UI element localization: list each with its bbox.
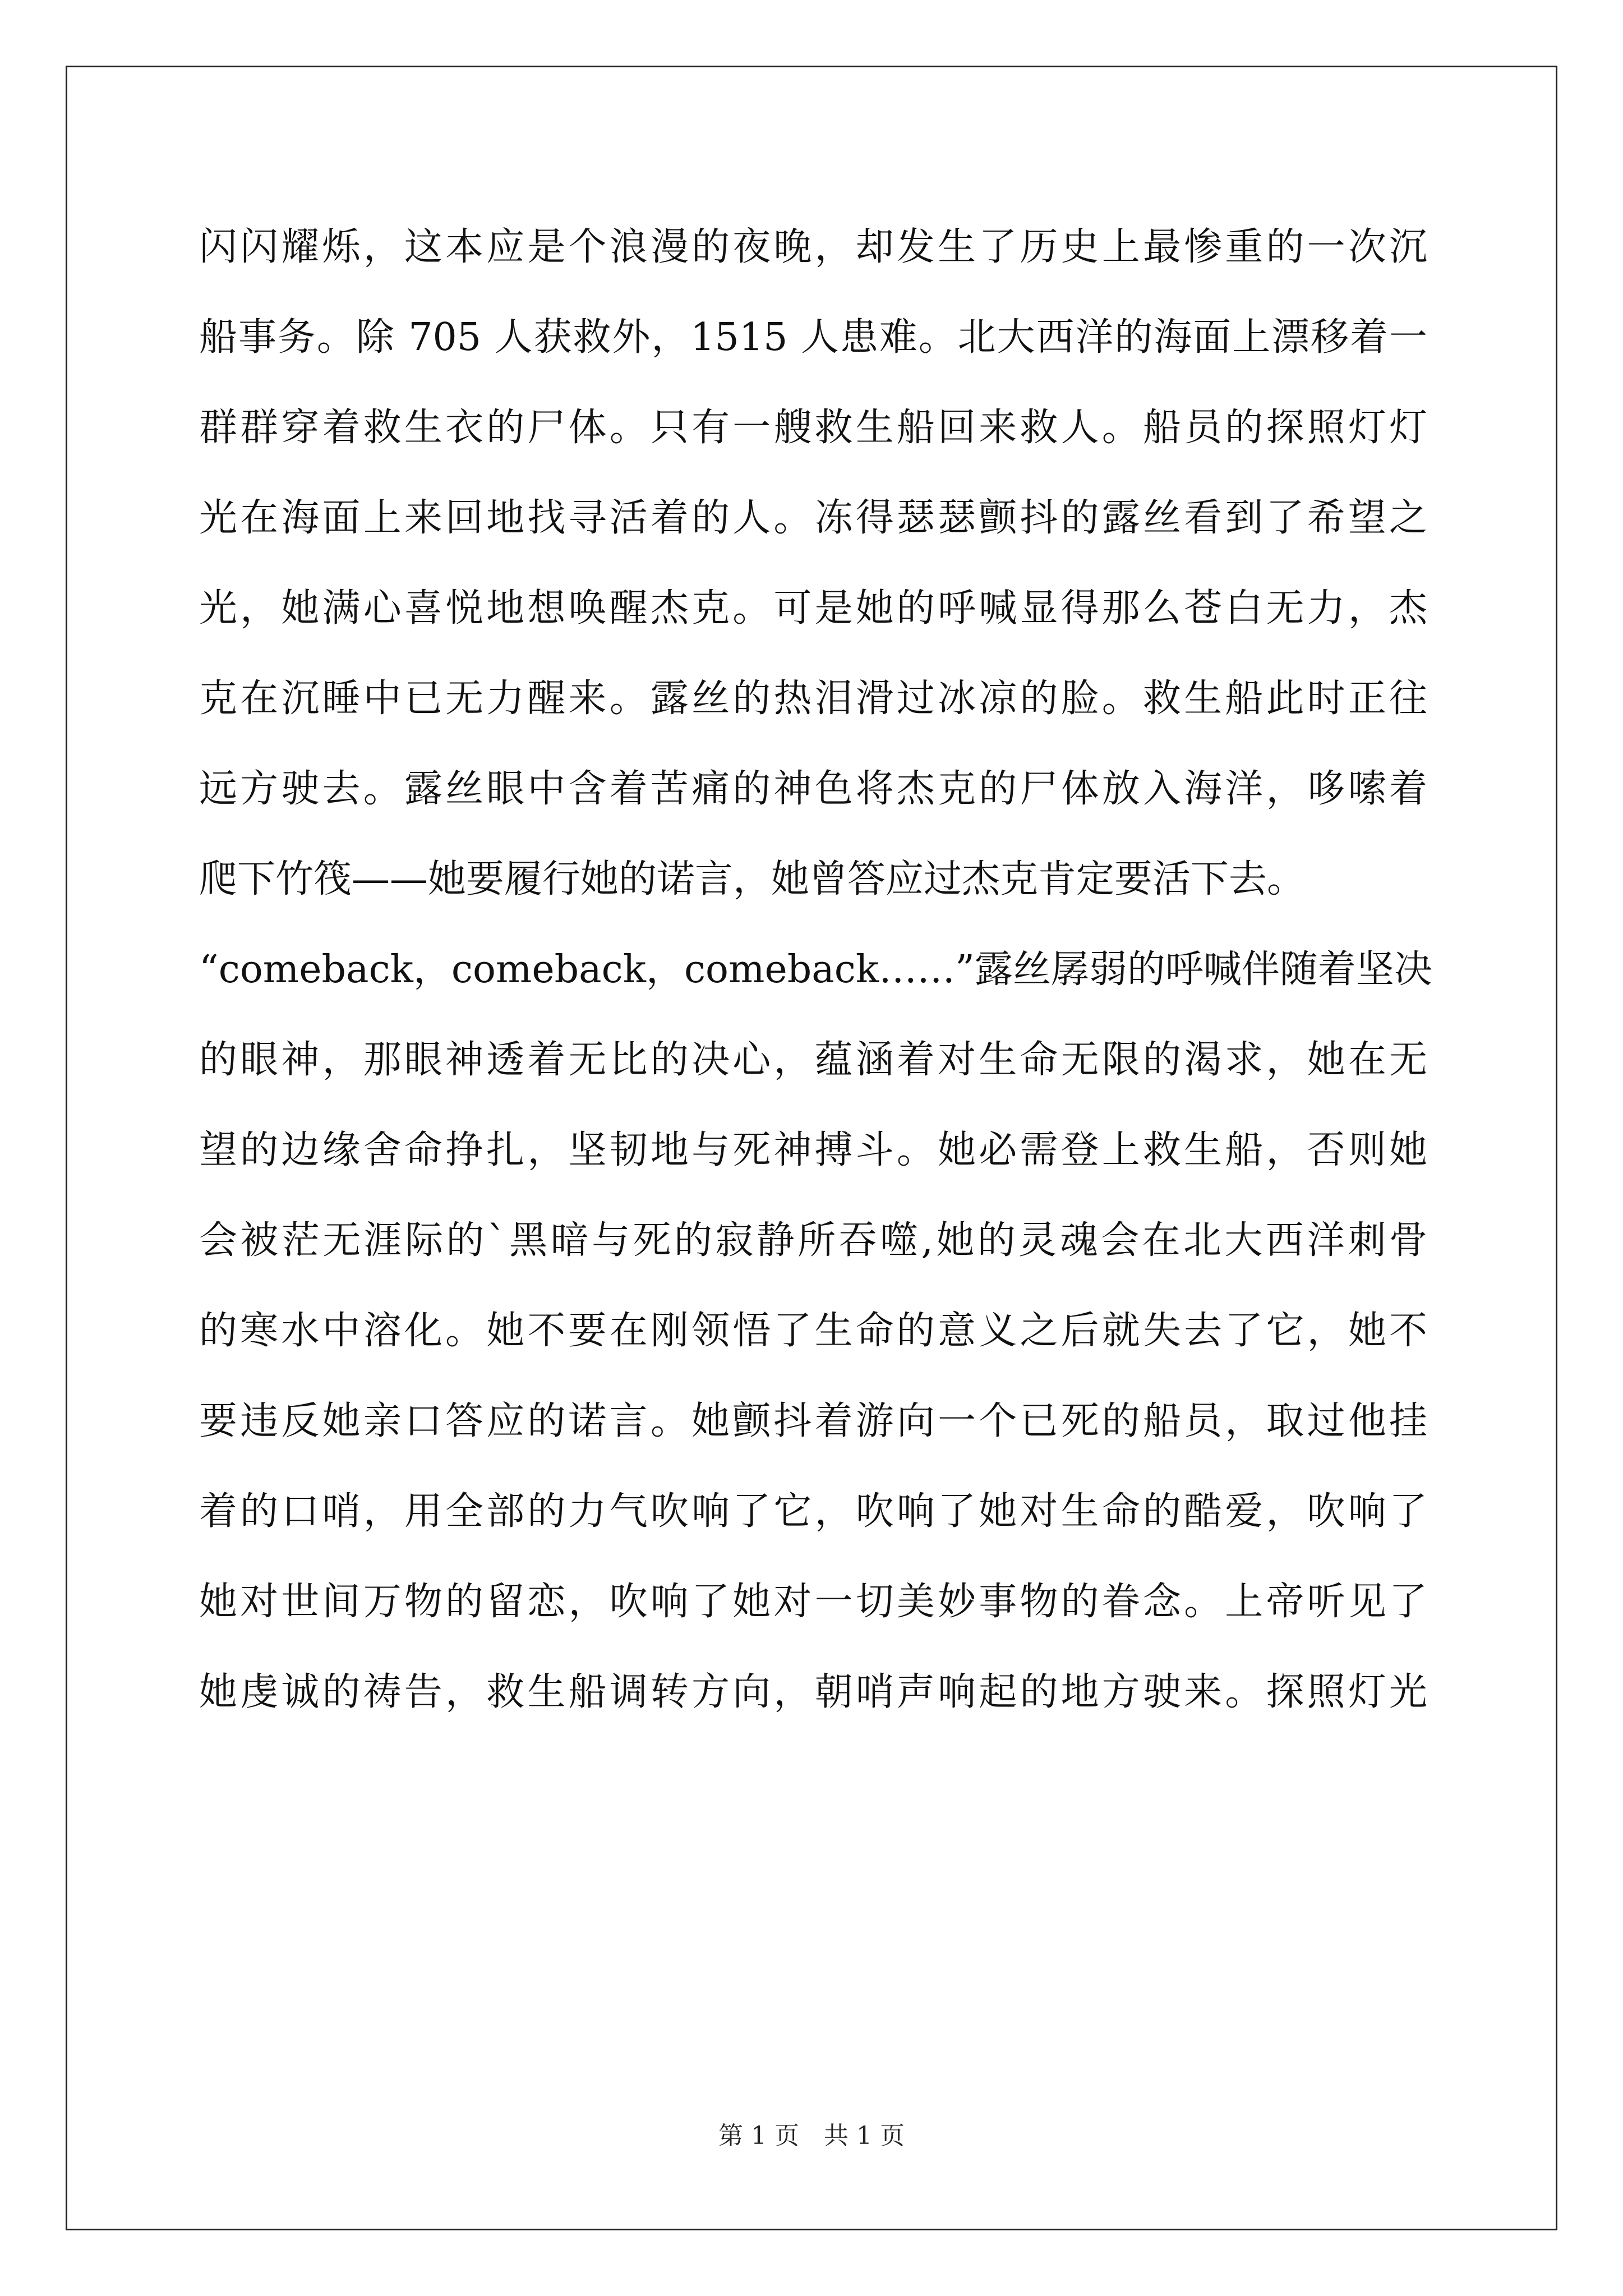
text-line: 群群穿着救生衣的尸体。只有一艘救生船回来救人。船员的探照灯灯 [199, 406, 1427, 450]
text-line: 会被茫无涯际的`黑暗与死的寂静所吞噬,她的灵魂会在北大西洋刺骨 [199, 1218, 1427, 1263]
page-total: 共 1 页 [824, 2122, 905, 2150]
text-line: 克在沉睡中已无力醒来。露丝的热泪滑过冰凉的脸。救生船此时正往 [199, 677, 1427, 721]
text-line: 的寒水中溶化。她不要在刚领悟了生命的意义之后就失去了它，她不 [199, 1309, 1427, 1353]
text-line: 船事务。除 705 人获救外，1515 人患难。北大西洋的海面上漂移着一 [199, 315, 1427, 360]
text-line: 光，她满心喜悦地想唤醒杰克。可是她的呼喊显得那么苍白无力，杰 [199, 586, 1427, 631]
text-line: 望的边缘舍命挣扎，坚韧地与死神搏斗。她必需登上救生船，否则她 [199, 1128, 1427, 1172]
page-number: 第 1 页 [718, 2122, 799, 2150]
document-body [199, 202, 1432, 1737]
text-line: 她对世间万物的留恋，吹响了她对一切美妙事物的眷念。上帝听见了 [199, 1580, 1427, 1624]
page-footer [0, 2119, 1623, 2153]
text-line: 她虔诚的祷告，救生船调转方向，朝哨声响起的地方驶来。探照灯光 [199, 1670, 1427, 1714]
text-line: 要违反她亲口答应的诺言。她颤抖着游向一个已死的船员，取过他挂 [199, 1399, 1427, 1443]
text-line: 光在海面上来回地找寻活着的人。冻得瑟瑟颤抖的露丝看到了希望之 [199, 496, 1427, 540]
text-line: 远方驶去。露丝眼中含着苦痛的神色将杰克的尸体放入海洋，哆嗦着 [199, 767, 1427, 811]
text-line: 爬下竹筏——她要履行她的诺言，她曾答应过杰克肯定要活下去。 [199, 857, 1306, 901]
text-line: 闪闪耀烁，这本应是个浪漫的夜晚，却发生了历史上最惨重的一次沉 [199, 225, 1427, 269]
text-line: 的眼神，那眼神透着无比的决心，蕴涵着对生命无限的渴求，她在无 [199, 1038, 1427, 1082]
text-line: “comeback，comeback，comeback……”露丝孱弱的呼喊伴随着坚决 [199, 947, 1432, 992]
text-line: 着的口哨，用全部的力气吹响了它，吹响了她对生命的酷爱，吹响了 [199, 1489, 1427, 1534]
